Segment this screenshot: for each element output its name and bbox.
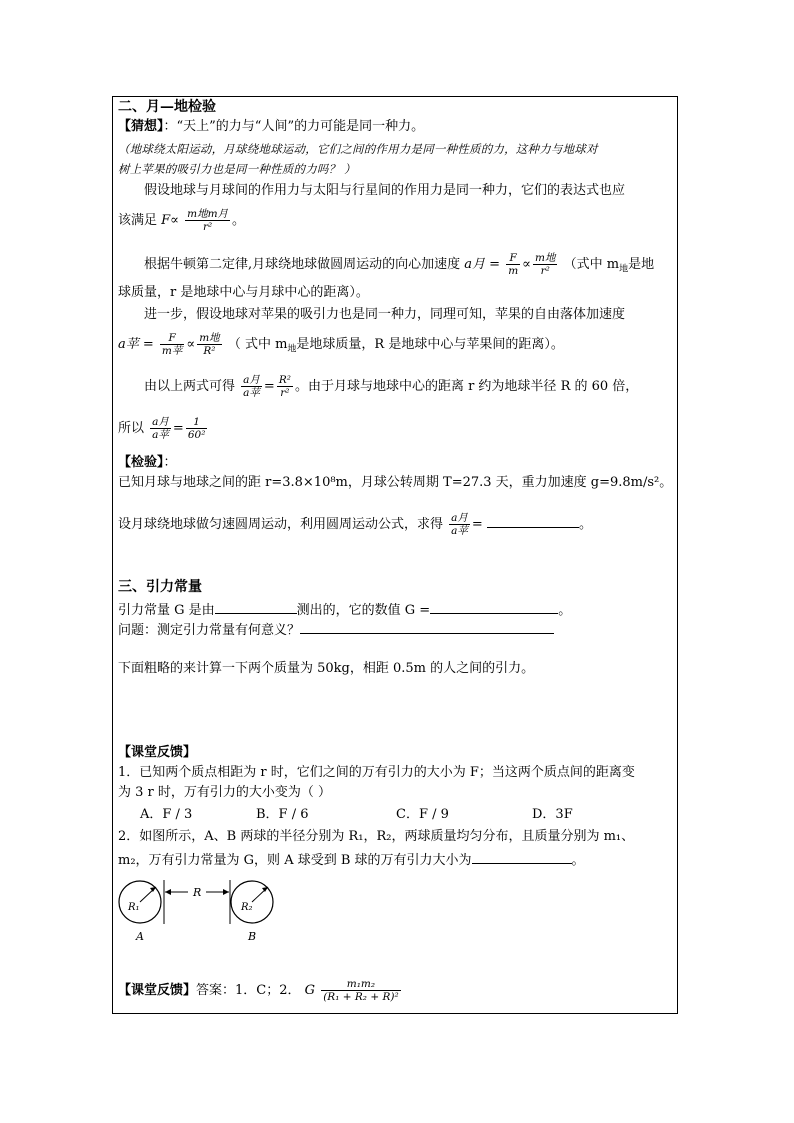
sixty-n: 1 [186,416,208,429]
para3-line1: 进一步，假设地球对苹果的吸引力也是同一种力，同理可知，苹果的自由落体加速度 [144,307,626,322]
calc-n: a月 [451,512,468,524]
eq-sign-2: = [172,421,184,436]
q2-line2 [118,850,585,870]
answer-num: m₁m₂ [321,978,400,991]
sixty-d: 60² [187,429,206,441]
para4-text-a: 由以上两式可得 [144,379,236,394]
a-moon-n1: F [506,252,520,265]
ratio-frac [241,374,262,399]
a-moon-frac2 [533,252,557,277]
answer-den: (R₁ + R₂ + R)² [323,991,399,1003]
para1-text: 该满足 [118,213,158,228]
check-colon: ： [163,455,177,470]
section3-text-c: 。 [558,603,572,618]
two-spheres-figure [118,874,298,944]
section3-line1 [118,600,571,620]
distance-arrowhead-right [223,889,229,895]
check-label: 【检验】 [118,455,164,470]
calc-frac [449,512,470,537]
para2-note-2: 是地 [628,257,655,272]
answer-text: 答案：1．C；2． [196,983,301,998]
a-apple-n2: m地 [199,332,220,344]
section3-title: 三、引力常量 [118,579,202,595]
label-r1: R₁ [128,902,140,913]
q2-text: m₂，万有引力常量为 G，则 A 球受到 B 球的万有引力大小为 [118,853,472,868]
ratio-n: a月 [243,374,260,386]
q2-answer-blank[interactable] [472,850,572,864]
para3-note-2: 是地球质量，R 是地球中心与苹果间的距离）。 [296,337,564,352]
para2-text: 根据牛顿第二定律,月球绕地球做圆周运动的向心加速度 [144,257,461,272]
section3-line2 [118,620,554,640]
meaning-blank[interactable] [300,620,554,634]
check-text: 已知月球与地球之间的距 r=3.8×10⁸m，月球公转周期 T=27.3 天，重力加速度 g=9.8m/s²。 [118,475,673,490]
a-moon-n2: m地 [534,252,556,264]
ratio-d: a苹 [243,387,260,399]
para2-note: （式中 m [563,257,620,272]
calc-end: 。 [578,517,592,532]
q1-line2: 为 3 r 时，万有引力的大小变为（ ） [118,785,332,800]
label-a: A [136,930,144,943]
para3-note: （ 式中 m [227,337,288,352]
g-value-blank[interactable] [430,600,558,614]
calc-line [118,512,592,537]
answer-frac [321,978,400,1003]
label-r2: R₂ [241,902,253,913]
section3-line3: 下面粗略的来计算一下两个质量为 50kg，相距 0.5m 的人之间的引力。 [118,661,535,676]
ratio-n-2: a月 [152,416,169,428]
para1-line2: 该满足 F∝ $\frac{\text{m地m月}}{\text{r²}}$ 。 [118,208,246,233]
note-line-1: （地球绕太阳运动，月球绕地球运动，它们之间的作用力是同一种性质的力，这种力与地球对 [118,142,598,156]
guess-label: 【猜想】 [118,119,164,134]
a-moon-d1: m [508,265,519,277]
para4-text-b: 。由于月球与地球中心的距离 r 约为地球半径 R 的 60 倍， [294,379,639,394]
distance-arrowhead-left [165,889,171,895]
ratio-rhs-d: r² [280,387,290,399]
experimenter-blank[interactable] [215,600,297,614]
a-apple-frac1 [160,332,184,357]
m-sub: 地 [619,264,629,275]
q1-line1: 1．已知两个质点相距为 r 时，它们之间的万有引力的大小为 F；当这两个质点间的距离变 [118,765,635,780]
answer-g: G [304,983,316,998]
calc-answer-blank[interactable] [487,514,579,528]
section3-text-b: 测出的，它的数值 G = [296,603,431,618]
section2-title: 二、月—地检验 [118,99,216,115]
a-moon-frac1 [506,252,520,277]
answer-line [118,978,403,1003]
para4-line2 [118,416,209,441]
para4-text-c: 所以 [118,421,145,436]
check-line [118,454,177,472]
guess-text: ：“天上”的力与“人间”的力可能是同一种力。 [163,119,425,134]
para4-line1 [144,374,638,399]
calc-text: 设月球绕地球做匀速圆周运动，利用圆周运动公式，求得 [118,517,444,532]
question-text: 问题：测定引力常量有何意义？ [118,623,301,638]
a-apple-lhs: a苹 = [118,337,154,352]
a-apple-n1: F [160,332,184,345]
q1-option-d[interactable]: D．3F [532,807,573,822]
label-b: B [248,930,257,943]
formula-F-den: r² [202,221,213,233]
para3-line2 [118,332,564,359]
a-apple-frac2 [197,332,221,357]
sixty-frac [186,416,208,441]
formula-F-num: m地m月 [187,208,229,220]
para1-line1: 假设地球与月球间的作用力与太阳与行星间的作用力是同一种力，它们的表达式也应 [144,183,626,198]
guess-line [118,118,424,136]
ratio-d-2: a苹 [152,429,169,441]
section3-text-a: 引力常量 G 是由 [118,603,215,618]
ratio-rhs-n: R² [278,374,291,386]
m-sub-2: 地 [287,344,297,355]
ratio-rhs-frac [277,374,293,399]
q2-line1: 2．如图所示，A、B 两球的半径分别为 R₁，R₂，两球质量均匀分布，且质量分别为 m₁、 [118,829,635,844]
calc-eq: = [471,517,483,532]
answer-label: 【课堂反馈】 [118,983,197,998]
formula-F-frac [185,208,230,233]
q1-option-b[interactable]: B．F / 6 [256,807,309,822]
q1-option-a[interactable]: A．F / 3 [140,807,193,822]
a-moon-d2: r² [540,265,550,277]
eq-sign: = [263,379,275,394]
para2-line2: 球质量，r 是地球中心与月球中心的距离）。 [118,285,369,300]
q2-end: 。 [571,853,585,868]
a-moon-lhs: a月 = [464,257,501,272]
note-line-2: 树上苹果的吸引力也是同一种性质的力吗？ ） [118,162,356,176]
prop-symbol-2: ∝ [186,337,196,352]
label-distance-r: R [193,886,202,899]
a-apple-d2: R² [203,345,216,357]
calc-d: a苹 [451,525,468,537]
ratio-frac-2 [150,416,171,441]
para2-line1 [144,252,654,279]
prop-symbol: ∝ [522,257,531,272]
a-apple-d1: m苹 [161,345,183,357]
feedback-title: 【课堂反馈】 [118,745,197,760]
formula-F-prop: F∝ [161,213,179,228]
q1-option-c[interactable]: C．F / 9 [396,807,449,822]
